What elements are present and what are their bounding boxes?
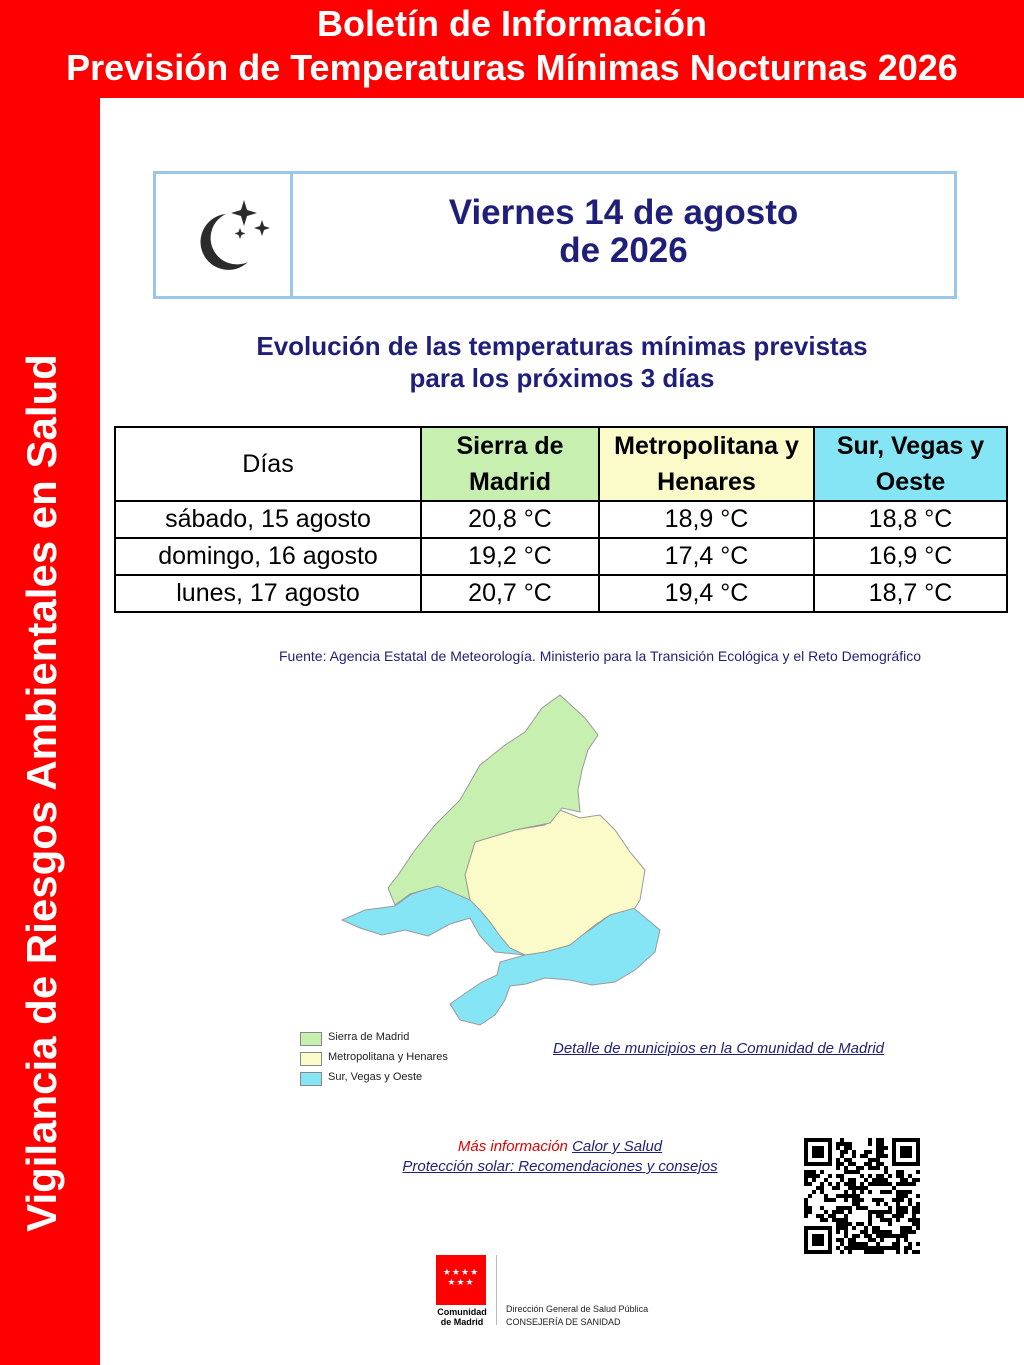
bulletin-date bbox=[293, 194, 954, 270]
legend-label: Metropolitana y Henares bbox=[328, 1051, 448, 1063]
table-header-row bbox=[115, 427, 1007, 501]
municipios-link[interactable]: Detalle de municipios en la Comunidad de Madrid bbox=[553, 1040, 885, 1057]
header-banner bbox=[0, 0, 1024, 98]
logo-name-line-2: de Madrid bbox=[440, 1317, 484, 1327]
table-row bbox=[115, 575, 1007, 612]
temperature-table bbox=[114, 426, 1008, 613]
header-metropolitana: Metropolitana y Henares bbox=[599, 427, 814, 501]
subtitle-line-1: Evolución de las temperaturas mínimas previstas bbox=[256, 331, 868, 361]
logo-name bbox=[432, 1307, 492, 1327]
source-note: Fuente: Agencia Estatal de Meteorología. Ministerio para la Transición Ecológica y el Reto Demográfico bbox=[278, 648, 921, 664]
row-metropolitana-value: 19,4 °C bbox=[599, 575, 814, 612]
row-sierra-value: 20,7 °C bbox=[421, 575, 599, 612]
row-sierra-value: 19,2 °C bbox=[421, 538, 599, 575]
region-map bbox=[330, 690, 670, 1030]
date-line-1: Viernes 14 de agosto bbox=[448, 193, 799, 232]
sidebar-band bbox=[0, 98, 100, 1365]
row-day: lunes, 17 agosto bbox=[115, 575, 421, 612]
more-info-line bbox=[350, 1137, 770, 1157]
more-info-block bbox=[350, 1137, 770, 1177]
header-title: Boletín de Información bbox=[316, 3, 708, 44]
table-row bbox=[115, 538, 1007, 575]
stars-icon: ★★★★ ★★★ bbox=[442, 1267, 480, 1287]
logo-dept-line-2: CONSEJERÍA DE SANIDAD bbox=[506, 1317, 621, 1327]
header-sur: Sur, Vegas y Oeste bbox=[814, 427, 1007, 501]
calor-salud-link[interactable]: Calor y Salud bbox=[572, 1138, 663, 1155]
row-day: domingo, 16 agosto bbox=[115, 538, 421, 575]
row-metropolitana-value: 17,4 °C bbox=[599, 538, 814, 575]
legend-label: Sierra de Madrid bbox=[328, 1031, 410, 1043]
qr-code-icon[interactable] bbox=[804, 1138, 920, 1254]
subtitle-line-2: para los próximos 3 días bbox=[409, 363, 715, 393]
legend-label: Sur, Vegas y Oeste bbox=[328, 1071, 423, 1083]
institution-logo bbox=[432, 1255, 664, 1329]
logo-separator bbox=[496, 1255, 497, 1325]
sidebar-title: Vigilancia de Riesgos Ambientales en Salud bbox=[18, 354, 65, 1232]
row-sur-value: 18,8 °C bbox=[814, 501, 1007, 538]
logo-dept-line-1: Dirección General de Salud Pública bbox=[506, 1304, 649, 1314]
legend-swatch-metropolitana bbox=[300, 1052, 322, 1066]
more-info-prefix: Más información bbox=[457, 1138, 568, 1155]
row-sierra-value: 20,8 °C bbox=[421, 501, 599, 538]
logo-department bbox=[506, 1303, 648, 1329]
header-sierra: Sierra de Madrid bbox=[421, 427, 599, 501]
row-day: sábado, 15 agosto bbox=[115, 501, 421, 538]
row-metropolitana-value: 18,9 °C bbox=[599, 501, 814, 538]
proteccion-solar-link[interactable]: Protección solar: Recomendaciones y consejos bbox=[402, 1158, 718, 1175]
row-sur-value: 18,7 °C bbox=[814, 575, 1007, 612]
logo-name-line-1: Comunidad bbox=[437, 1307, 487, 1317]
proteccion-line bbox=[350, 1157, 770, 1177]
legend-swatch-sierra bbox=[300, 1032, 322, 1046]
header-subtitle: Previsión de Temperaturas Mínimas Nocturnas 2026 bbox=[66, 47, 958, 88]
row-sur-value: 16,9 °C bbox=[814, 538, 1007, 575]
legend-swatch-sur bbox=[300, 1072, 322, 1086]
date-line-2: de 2026 bbox=[559, 231, 688, 270]
moon-stars-icon bbox=[186, 192, 276, 282]
table-row bbox=[115, 501, 1007, 538]
madrid-flag-icon bbox=[436, 1255, 486, 1305]
date-box bbox=[153, 171, 957, 299]
section-subtitle bbox=[100, 330, 1024, 394]
header-dias: Días bbox=[115, 427, 421, 501]
